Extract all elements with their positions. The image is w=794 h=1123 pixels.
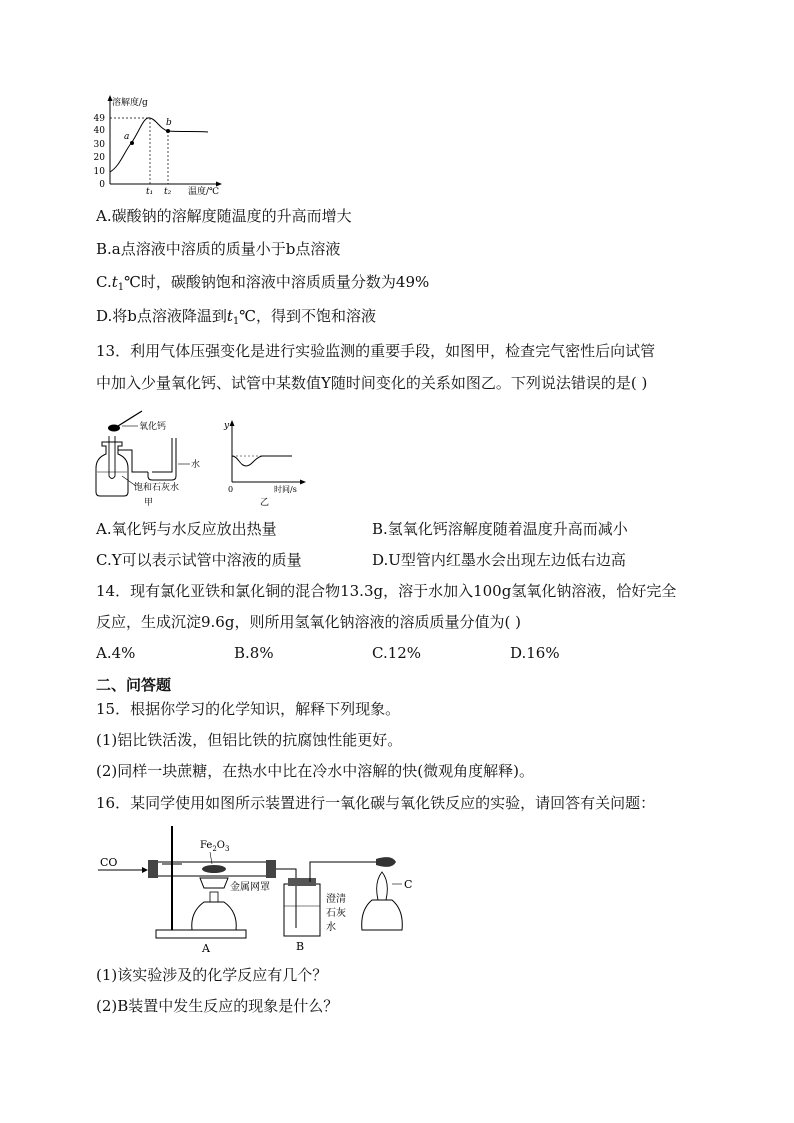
x-axis-arrow — [216, 182, 222, 187]
yi-curve — [232, 456, 292, 466]
q12-option-c-t: t — [111, 273, 118, 291]
point-a-label: a — [124, 132, 130, 142]
lamp-c-flame — [377, 872, 388, 900]
y-tick-20: 20 — [93, 153, 105, 163]
yi-x-label: 时间/s — [274, 485, 297, 494]
bottle-b-stopper — [288, 878, 316, 886]
q12-option-d-prefix: D.将b点溶液降温到 — [96, 307, 227, 325]
q12-option-c — [96, 272, 429, 298]
caption-jia: 甲 — [144, 498, 154, 508]
q16-sub2: (2)B装置中发生反应的现象是什么？ — [96, 997, 339, 1015]
q12-option-d-text: ℃，得到不饱和溶液 — [239, 307, 377, 325]
label-a: A — [202, 942, 210, 955]
tube-to-c — [310, 862, 376, 882]
q13-stem-line2: 中加入少量氧化钙、试管中某数值Y随时间变化的关系如图乙。下列说法错误的是( ) — [96, 374, 648, 392]
q15-sub1: (1)铝比铁活泼，但铝比铁的抗腐蚀性能更好。 — [96, 731, 403, 749]
y-tick-10: 10 — [93, 167, 105, 177]
label-limewater-2: 石灰 — [326, 908, 346, 919]
point-a-marker — [130, 141, 134, 145]
caption-yi: 乙 — [260, 498, 270, 508]
y-axis-label: 溶解度/g — [112, 98, 148, 108]
q12-option-d — [96, 306, 376, 332]
yi-y-axis-arrow — [230, 420, 235, 426]
alcohol-lamp-c — [362, 900, 403, 930]
q16-sub1: (1)该实验涉及的化学反应有几个？ — [96, 966, 328, 984]
label-limewater: 饱和石灰水 — [134, 483, 180, 493]
label-cao: 氧化钙 — [139, 422, 167, 432]
solubility-curve — [110, 118, 208, 172]
alcohol-lamp — [192, 902, 237, 930]
label-b: B — [296, 940, 305, 953]
label-limewater-3: 水 — [326, 922, 336, 933]
q12-option-a: A.碳酸钠的溶解度随温度的升高而增大 — [96, 207, 352, 225]
label-limewater-1: 澄清 — [326, 894, 346, 905]
label-co: CO — [100, 856, 118, 869]
q13-stem-line1: 13．利用气体压强变化是进行实验监测的重要手段，如图甲，检查完气密性后向试管 — [96, 342, 656, 360]
metal-gauze — [200, 878, 228, 888]
section-title: 二、问答题 — [96, 676, 172, 694]
stopper-right — [266, 860, 276, 878]
co-arrow-head — [142, 867, 148, 873]
point-b-label: b — [166, 118, 172, 128]
y-tick-0: 0 — [99, 180, 105, 190]
q15-sub2: (2)同样一块蔗糖，在热水中比在冷水中溶解的快(微观角度解释)。 — [96, 762, 534, 780]
u-tube-inner — [152, 438, 172, 472]
label-gauze: 金属网罩 — [230, 882, 270, 893]
bottle-b — [284, 884, 320, 936]
q14-option-d: D.16% — [510, 644, 560, 662]
q14-stem-line1: 14．现有氯化亚铁和氯化铜的混合物13.3g，溶于水加入100g氢氧化钠溶液，恰好完全 — [96, 582, 677, 600]
label-c: C — [404, 878, 413, 891]
q12-option-c-prefix: C. — [96, 273, 112, 291]
label-water: 水 — [191, 460, 201, 470]
y-tick-30: 30 — [93, 140, 105, 150]
yi-origin: 0 — [228, 485, 234, 494]
q14-option-c: C.12% — [372, 644, 422, 662]
q12-option-b: B.a点溶液中溶质的质量小于b点溶液 — [96, 240, 341, 258]
figure-jia — [92, 406, 222, 516]
q13-option-d: D.U型管内红墨水会出现左边低右边高 — [372, 551, 626, 569]
q13-option-c: C.Y可以表示试管中溶液的质量 — [96, 551, 302, 569]
lamp-wick — [210, 892, 218, 902]
solubility-chart — [90, 94, 230, 197]
label-fe2o3: $Fe_2O_3$ — [200, 840, 230, 853]
fe2o3-sample — [202, 865, 226, 873]
figure-yi — [222, 418, 312, 508]
q12-option-c-text: ℃时，碳酸钠饱和溶液中溶质质量分数为49% — [124, 273, 430, 291]
q14-option-a: A.4% — [96, 644, 136, 662]
yi-y-label: y — [224, 421, 230, 431]
y-tick-49: 49 — [93, 114, 105, 124]
q12-option-c-sub: 1 — [117, 282, 125, 293]
x-tick-t1: t₁ — [146, 187, 154, 197]
stand-base — [156, 930, 246, 938]
q14-option-b: B.8% — [234, 644, 274, 662]
q15-stem: 15．根据你学习的化学知识，解释下列现象。 — [96, 700, 401, 718]
x-axis-label: 温度/℃ — [188, 187, 220, 197]
q13-option-a: A.氧化钙与水反应放出热量 — [96, 520, 277, 538]
co-fe2o3-apparatus — [96, 826, 436, 956]
stopper-left — [148, 860, 158, 878]
yi-x-axis-arrow — [300, 480, 306, 485]
c-flame — [376, 857, 396, 867]
q14-stem-line2: 反应，生成沉淀9.6g，则所用氢氧化钠溶液的溶质质量分值为( ) — [96, 613, 521, 631]
q12-option-d-t: t — [226, 307, 233, 325]
q12-option-d-sub: 1 — [232, 316, 240, 327]
q13-option-b: B.氢氧化钙溶解度随着温度升高而减小 — [372, 520, 628, 538]
point-b-marker — [166, 129, 170, 133]
outlet-tube — [118, 450, 148, 472]
y-tick-40: 40 — [93, 126, 105, 136]
x-tick-t2: t₂ — [164, 187, 172, 197]
q16-stem: 16．某同学使用如图所示装置进行一氧化碳与氧化铁反应的实验，请回答有关问题： — [96, 794, 656, 812]
